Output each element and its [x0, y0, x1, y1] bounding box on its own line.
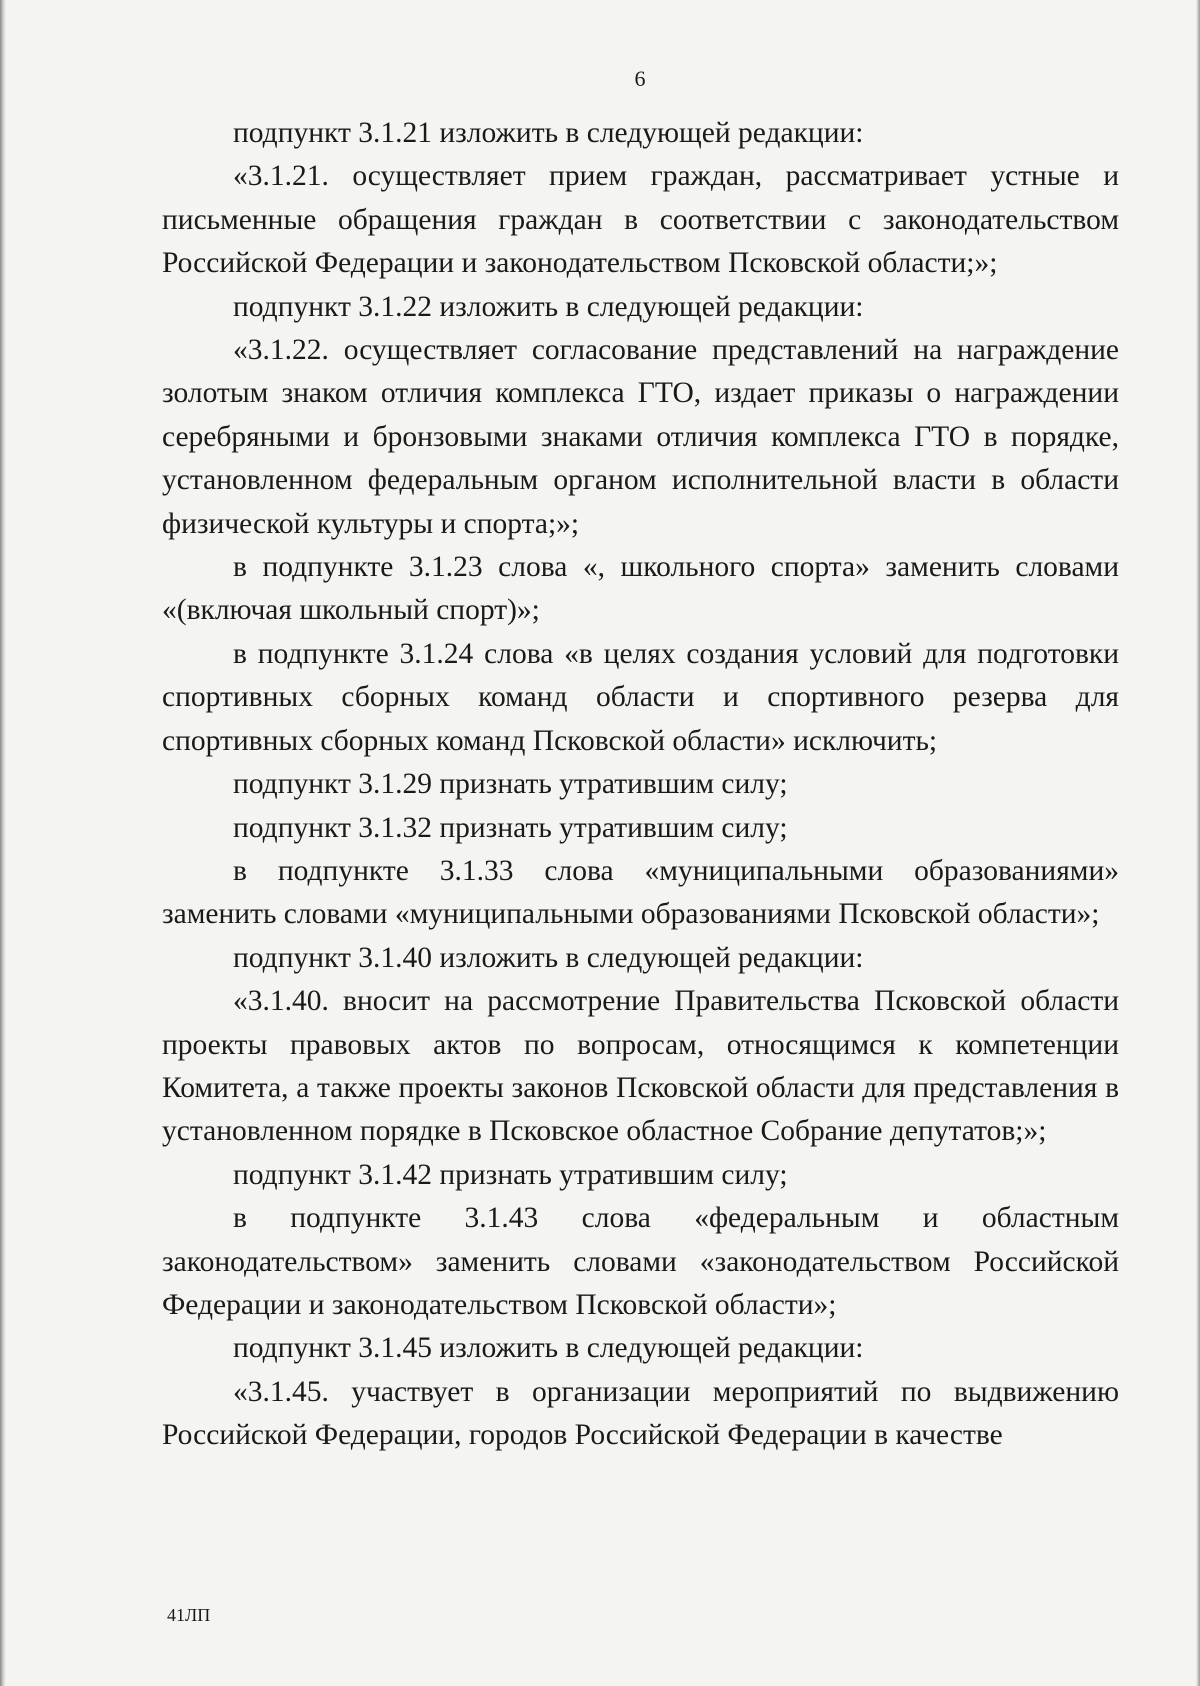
paragraph: «3.1.40. вносит на рассмотрение Правительства Псковской области проекты правовых актов по вопросам, относящимся к компетенции Комитета, а также проекты законов Псковской области для представления в установленном порядке в Псковское областное Собрание депутатов;»;: [162, 985, 1119, 1148]
scan-edge-right: [1196, 0, 1200, 1686]
paragraph: подпункт 3.1.32 признать утратившим силу;: [233, 811, 788, 844]
scan-edge-left: [0, 0, 6, 1686]
paragraph: в подпункте 3.1.24 слова «в целях создания условий для подготовки спортивных сборных команд области и спортивного резерва для спортивных сборных команд Псковской области» исключить;: [162, 637, 1119, 757]
paragraph: подпункт 3.1.22 изложить в следующей редакции:: [233, 290, 864, 323]
paragraph: подпункт 3.1.45 изложить в следующей редакции:: [233, 1332, 864, 1365]
footer-document-code: 41ЛП: [167, 1605, 211, 1625]
paragraph: в подпункте 3.1.43 слова «федеральным и областным законодательством» заменить словами «законодательством Российской Федерации и законодательством Псковской области»;: [162, 1202, 1119, 1321]
paragraph: «3.1.22. осуществляет согласование представлений на награждение золотым знаком отличия комплекса ГТО, издает приказы о награждении серебряными и бронзовыми знаками отличия комплекса ГТО в порядке, установленном федеральным органом исполнительной власти в области физической культуры и спорта;»;: [162, 334, 1119, 540]
paragraph: «3.1.45. участвует в организации мероприятий по выдвижению Российской Федерации, городов Российской Федерации в качестве: [162, 1375, 1119, 1452]
paragraph: в подпункте 3.1.33 слова «муниципальными образованиями» заменить словами «муниципальными образованиями Псковской области»;: [162, 854, 1119, 931]
paragraph: в подпункте 3.1.23 слова «, школьного спорта» заменить словами «(включая школьный спорт)»;: [162, 551, 1119, 627]
paragraph: подпункт 3.1.40 изложить в следующей редакции:: [233, 941, 864, 974]
page-number: 6: [634, 66, 646, 91]
paragraph: «3.1.21. осуществляет прием граждан, рассматривает устные и письменные обращения граждан в соответствии с законодательством Российской Федерации и законодательством Псковской области;»;: [162, 160, 1119, 280]
paragraph: подпункт 3.1.42 признать утратившим силу;: [233, 1158, 788, 1191]
paragraph: подпункт 3.1.29 признать утратившим силу;: [233, 768, 788, 801]
document-body: [162, 112, 1119, 1458]
paragraph: подпункт 3.1.21 изложить в следующей редакции:: [233, 117, 864, 149]
